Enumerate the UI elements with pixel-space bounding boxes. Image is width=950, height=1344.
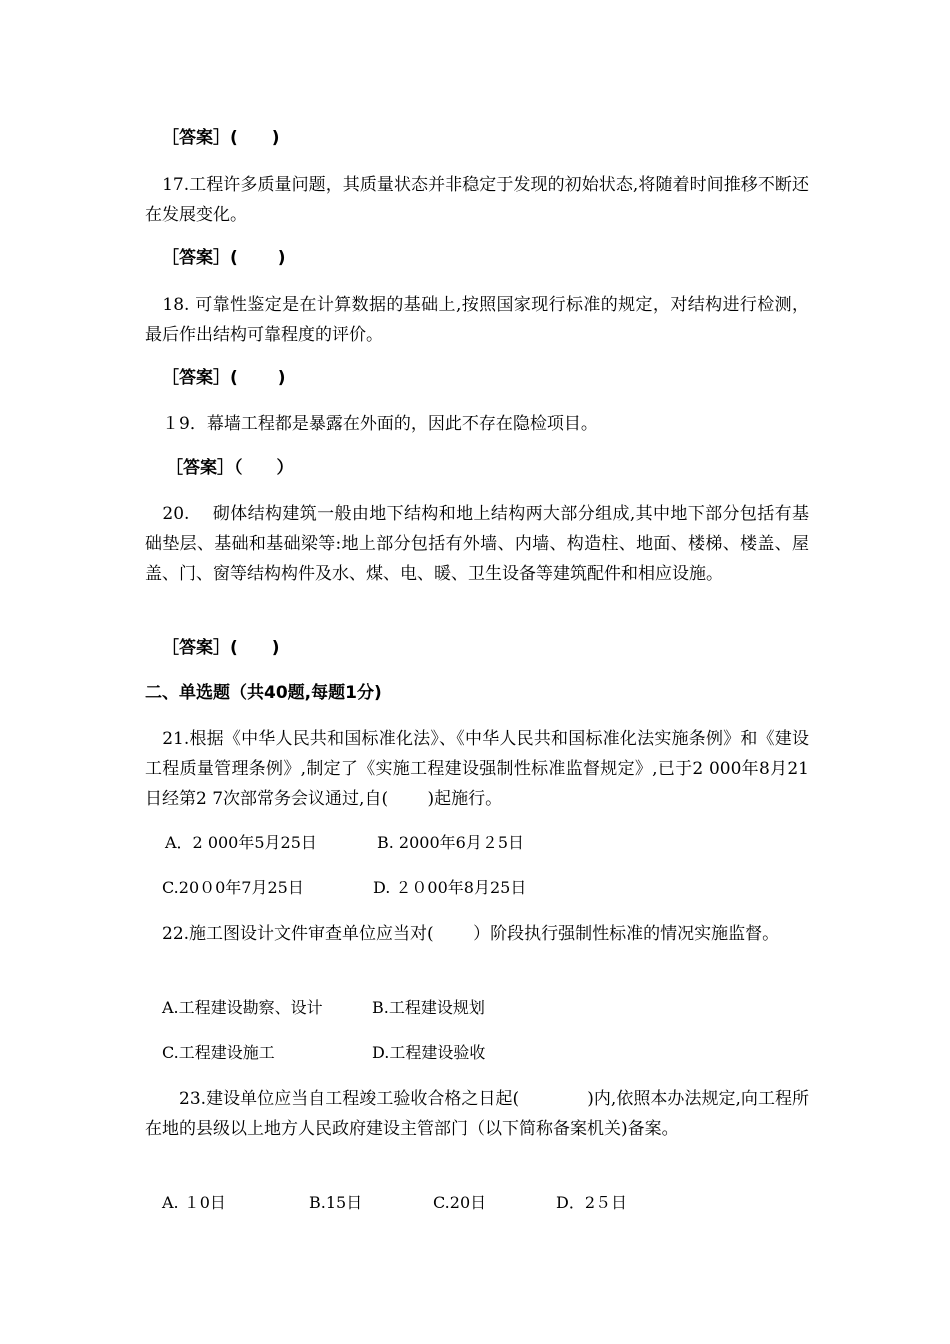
options-q22-row1 — [162, 993, 832, 1023]
options-q21-row2 — [162, 873, 832, 903]
question-20: 20. 砌体结构建筑一般由地下结构和地上结构两大部分组成,其中地下部分包括有基础垫层、基础和基础梁等:地上部分包括有外墙、内墙、构造柱、地面、楼梯、楼盖、屋盖、门、窗等结构构件及水、煤、电、暖、卫生设备等建筑配件和相应设施。 — [145, 504, 809, 584]
answer-18: ［答案］( ) — [162, 368, 286, 388]
option-q23-b: B.15日 — [309, 1193, 363, 1212]
question-19: １9．幕墙工程都是暴露在外面的，因此不存在隐检项目。 — [145, 414, 598, 434]
option-q23-c: C.20日 — [433, 1193, 487, 1212]
option-q23-d: D．2５日 — [556, 1193, 628, 1212]
option-q21-d: D. ２０00年8月25日 — [373, 878, 527, 897]
option-q21-a: A．2 000年5月25日 — [165, 833, 317, 852]
question-22: 22.施工图设计文件审查单位应当对( ）阶段执行强制性标准的情况实施监督。 — [145, 924, 780, 944]
options-q23-row — [162, 1188, 832, 1218]
answer-16: ［答案］( ) — [162, 128, 280, 148]
option-q23-a: A. １0日 — [162, 1193, 226, 1212]
answer-19: ［答案］（ ） — [166, 458, 294, 478]
options-q22-row2 — [162, 1038, 832, 1068]
answer-17: ［答案］( ) — [162, 248, 286, 268]
question-23: 23.建设单位应当自工程竣工验收合格之日起( )内,依照本办法规定,向工程所在地的县级以上地方人民政府建设主管部门（以下简称备案机关)备案。 — [145, 1089, 809, 1139]
options-q21-row1 — [165, 828, 835, 858]
option-q22-a: A.工程建设勘察、设计 — [162, 998, 323, 1017]
answer-20: ［答案］( ) — [162, 638, 280, 658]
question-17: 17.工程许多质量问题，其质量状态并非稳定于发现的初始状态,将随着时间推移不断还在发展变化。 — [145, 175, 809, 225]
question-21: 21.根据《中华人民共和国标准化法》、《中华人民共和国标准化法实施条例》和《建设工程质量管理条例》,制定了《实施工程建设强制性标准监督规定》,已于2 000年8月21日经第2 7次部常务会议通过,自( )起施行。 — [145, 729, 809, 809]
question-18: 18. 可靠性鉴定是在计算数据的基础上,按照国家现行标准的规定，对结构进行检测，最后作出结构可靠程度的评价。 — [145, 295, 809, 345]
section-heading-single-choice: 二、单选题（共40题,每题1分) — [145, 683, 382, 703]
option-q22-b: B.工程建设规划 — [372, 998, 485, 1017]
option-q22-c: C.工程建设施工 — [162, 1043, 275, 1062]
option-q22-d: D.工程建设验收 — [372, 1043, 486, 1062]
option-q21-c: C.20０0年7月25日 — [162, 878, 304, 897]
option-q21-b: B. 2000年6月２5日 — [377, 833, 525, 852]
